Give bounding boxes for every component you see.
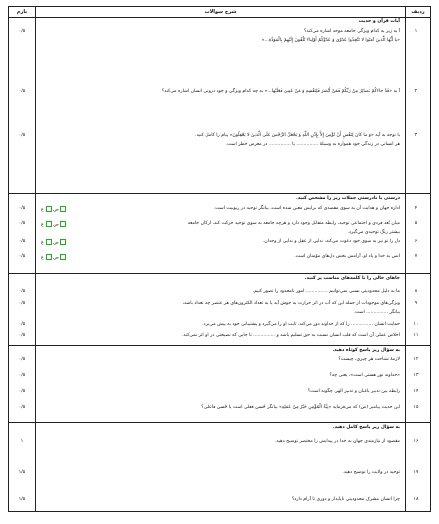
- section-divider: [9, 273, 430, 274]
- question-score: ۰/۵: [18, 301, 26, 306]
- true-false-choice[interactable]: [41, 221, 67, 229]
- true-label: ص: [53, 255, 59, 261]
- question-text: آ به «قَدْ جاءَکُمْ بَصائِرُ مِنْ رَبِّکُمْ فَمَنْ أَبْصَرَ فَلِنَفْسِهِ وَ مَنْ عَمِیَ فَعَلَیْها...» به چه کدام ویژگی و خود درونی انسان اشاره می‌کند؟: [161, 89, 400, 94]
- true-label: ص: [53, 240, 59, 246]
- true-checkbox[interactable]: [46, 254, 52, 260]
- question-number: ۱۲: [413, 357, 419, 362]
- question-text: ما به دلیل محدودیتی نسبی نمی‌توانیم ............... امور نامحدود را تصور کنیم.: [252, 289, 400, 294]
- header-questions: شرح سوالات: [35, 7, 405, 17]
- true-false-choice[interactable]: [41, 254, 67, 262]
- question-text: دل را تو نیز به سوی خود دعوت می‌کند، ندایی از عقل و ندایی از وجدان.: [262, 239, 400, 244]
- question-text: چرا انسان مشرک محدودیتی ناپایدار و دوری نا آرام دارد؟: [291, 497, 400, 502]
- question-text: بیشتر رنگ توحیدی می‌گیرد.: [347, 230, 400, 235]
- false-label: غ: [41, 240, 44, 246]
- question-text: «خداوند نور هستی است»، یعنی چه؟: [329, 373, 400, 378]
- header-number: ردیف: [405, 7, 430, 17]
- true-checkbox[interactable]: [46, 206, 52, 212]
- column-divider: [35, 17, 36, 511]
- question-score: ۰/۵: [18, 322, 26, 327]
- question-text: هر انسانی در زندگی خود همواره به وسیلهٔ ............... یا ............... در معرض خطر است.: [225, 142, 400, 147]
- question-number: ۱۶: [413, 439, 419, 444]
- header-score: بارم: [16, 9, 28, 15]
- question-text: «یا أَیُّهَا الَّذینَ آمَنُوا لا تَتَّخِذُوا عَدُوّی وَ عَدُوَّکُمْ أَوْلِیاءَ تُلْقُونَ إِلَیْهِمْ بِالْمَوَدَّةِ...»: [261, 38, 400, 43]
- question-number: ۱۱: [413, 333, 419, 338]
- question-score: ۰/۵: [18, 254, 26, 259]
- question-score: ۰/۵: [18, 389, 26, 394]
- question-score: ۰/۵: [18, 289, 26, 294]
- question-text: آ به زیر به کدام ویژگی جامعه موحد اشاره می‌کند؟: [303, 29, 400, 34]
- question-text: انس به خدا و یاد او، آرامش بخش دل‌های مؤمنان است.: [294, 254, 400, 259]
- question-number: ۷: [414, 254, 418, 259]
- question-score: ۰/۵: [18, 373, 26, 378]
- question-text: حمایت انسان ............... را که از خداوند دور می‌کند، ثابت او را می‌گیرد و پشتیبانی خود به پیش می‌برد.: [202, 322, 400, 327]
- question-score: ۰/۵: [18, 221, 26, 226]
- question-number: ۳: [414, 133, 418, 138]
- question-text: ویژگی‌های موجودات از جمله این که آب در اثر حرارت به جوش آید یا به تعداد الکترون‌های هر عنصر چه تعداد باشد،: [182, 301, 400, 306]
- true-checkbox[interactable]: [46, 239, 52, 245]
- question-score: ۰/۵: [18, 29, 26, 34]
- question-number: ۱۷: [413, 470, 419, 475]
- false-checkbox[interactable]: [60, 221, 66, 227]
- question-score: ۰/۵: [18, 89, 26, 94]
- false-checkbox[interactable]: [60, 239, 66, 245]
- section-heading: به سؤال زیر پاسخ کوتاه دهید.: [332, 348, 400, 353]
- question-score: ۰/۵: [18, 405, 26, 410]
- question-text: اخلاص عملی آن است که قلب انسان نسبت به حق تسلیم باشد و ............... تا جایی که نصیحتی در او اثر نمی‌کند.: [181, 333, 400, 338]
- question-number: ۵: [414, 221, 418, 226]
- true-false-choice[interactable]: [41, 239, 67, 247]
- true-label: ص: [53, 222, 59, 228]
- question-number: ۱۳: [413, 373, 419, 378]
- question-number: ۱۴: [413, 389, 419, 394]
- question-number: ۴: [414, 206, 418, 211]
- question-text: بیانگر ............... است.: [353, 310, 400, 315]
- section-divider: [9, 345, 430, 346]
- question-number: ۶: [414, 239, 418, 244]
- section-heading: به سؤال زیر پاسخ کامل دهید.: [332, 425, 400, 430]
- question-text: این حدیث پیامبر (ص) که می‌فرماید «نِیَّةُ الْمُؤْمِنِ خَیْرٌ مِنْ عَمَلِهِ» بیانگر حُسن فعلی است یا حُسن فاعلی؟: [201, 405, 400, 410]
- question-text: توحید در ولایت را توضیح دهید.: [342, 470, 400, 475]
- false-label: غ: [41, 255, 44, 261]
- exam-sheet: [8, 6, 431, 512]
- section-divider: [9, 193, 430, 194]
- section-heading: درستی یا نادرستی جملات زیر را مشخص کنید.: [295, 196, 400, 201]
- question-text: مقصود از نیازمندی جهان به خدا در پیدایش را مختصر توضیح دهید.: [274, 439, 400, 444]
- false-checkbox[interactable]: [60, 206, 66, 212]
- section-divider: [9, 422, 430, 423]
- question-score: ۱: [20, 439, 24, 444]
- question-text: اداره جهان و هدایت آن به سوی مقصدی که برایش معین شده است، بیانگر توحید در ربوبیت است.: [213, 206, 400, 211]
- question-text: رابطه بین تدبیر باغبان و تدبیر الهی چگونه است؟: [307, 389, 400, 394]
- true-checkbox[interactable]: [46, 221, 52, 227]
- question-text: لازمهٔ شناخت هر چیزی، چیست؟: [338, 357, 400, 362]
- question-score: ۰/۵: [18, 333, 26, 338]
- false-label: غ: [41, 207, 44, 213]
- question-number: ۸: [414, 289, 418, 294]
- question-score: ۰/۵: [18, 206, 26, 211]
- question-number: ۹: [414, 301, 418, 306]
- question-score: ۰/۵: [18, 239, 26, 244]
- question-number: ۱۰: [413, 322, 419, 327]
- column-divider: [405, 17, 406, 511]
- false-label: غ: [41, 222, 44, 228]
- false-checkbox[interactable]: [60, 254, 66, 260]
- question-number: ۲: [414, 89, 418, 94]
- question-score: ۱/۵: [18, 470, 26, 475]
- section-heading: آیات قرآن و حدیث: [358, 19, 400, 24]
- question-number: ۱: [414, 29, 418, 34]
- table-header: [9, 7, 430, 18]
- true-false-choice[interactable]: [41, 206, 67, 214]
- question-score: ۱/۵: [18, 497, 26, 502]
- question-number: ۱۸: [413, 497, 419, 502]
- true-label: ص: [53, 207, 59, 213]
- question-number: ۱۵: [413, 405, 419, 410]
- question-text: میان بُعد فردی و اجتماعی توحید، رابطه متقابل وجود دارد و هرچه جامعه به سوی توحید حرکت کند، ارکان جامعه: [187, 221, 400, 226]
- question-score: ۰/۵: [18, 357, 26, 362]
- question-text: با توجه به آیه «وَ ما کانَ لِنَفْسٍ أَنْ تُؤْمِنَ إِلاَّ بِإِذْنِ اللَّهِ وَ یَجْعَلُ الرِّجْسَ عَلَى الَّذینَ لا یَعْقِلُونَ» پیام را کامل کنید.: [195, 133, 400, 138]
- section-heading: جاهای خالی را با کلمه‌های مناسب پر کنید.: [304, 276, 400, 281]
- question-score: ۰/۵: [18, 133, 26, 138]
